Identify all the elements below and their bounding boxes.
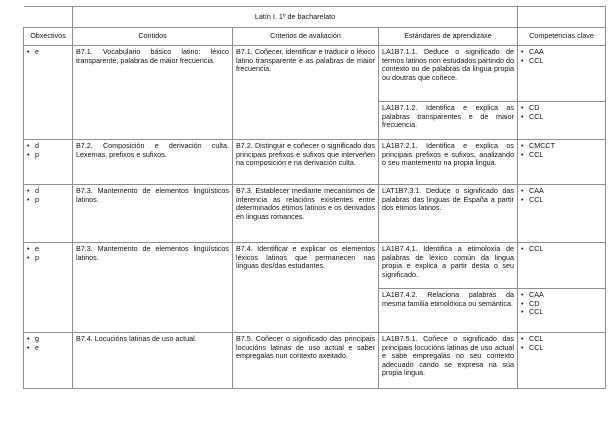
competence-item: • CCL (521, 335, 602, 344)
table-row (24, 185, 606, 243)
objective-item: • g (27, 335, 69, 344)
competence-item: • CMCCT (521, 142, 602, 151)
objective-item: • e (27, 48, 69, 57)
objectives-cell (24, 243, 73, 333)
competence-item: • CAA (521, 187, 602, 196)
competences-cell (518, 102, 606, 140)
competences-cell (518, 140, 606, 185)
title-blank-cell (24, 7, 73, 28)
objective-item: • e (27, 344, 69, 353)
competence-item: • CD (521, 104, 602, 113)
standard-cell: LA1B7.4.2. Relaciona palabras da mesma familia etimolóxica ou semántica. (379, 289, 518, 333)
criterion-cell: B7.5. Coñecer o significado das principais locucións latinas de uso actual e saber empregalas nun contexto axeitado. (233, 333, 379, 389)
competences-cell (518, 185, 606, 243)
competence-item: • CD (521, 300, 602, 309)
competence-item: • CCL (521, 113, 602, 122)
table-row (24, 333, 606, 389)
title-blank-end-cell (518, 7, 606, 28)
content-cell: B7.3. Mantemento de elementos lingüísticos latinos. (73, 243, 233, 333)
competences-cell (518, 46, 606, 102)
competence-item: • CCL (521, 151, 602, 160)
table-row (24, 243, 606, 289)
criterion-cell: B7.1. Coñecer, identificar e traducir o léxico latino transparente e as palabras de maior frecuencia. (233, 46, 379, 140)
content-cell: B7.2. Composición e derivación culta. Lexemas, prefixos e sufixos. (73, 140, 233, 185)
header-objectives: Obxectivos (24, 28, 73, 46)
competence-item: • CAA (521, 291, 602, 300)
objective-item: • d (27, 187, 69, 196)
competences-cell (518, 243, 606, 289)
standard-cell: LA1B7.4.1. Identifica a etimoloxía de palabras de léxico común da lingua propia e explica a partir desta o seu significado. (379, 243, 518, 289)
standard-cell: LA1B7.1.2. Identifica e explica as palabras transparentes e de maior frecuencia. (379, 102, 518, 140)
objectives-cell (24, 333, 73, 389)
table-row (24, 140, 606, 185)
content-cell: B7.1. Vocabulario básico latino: léxico transparente; palabras de maior frecuencia. (73, 46, 233, 140)
table-row (24, 46, 606, 102)
criterion-cell: B7.3. Establecer mediante mecanismos de inferencia as relacións existentes entre determinados étimos latinos e os derivados en linguas romances. (233, 185, 379, 243)
competence-item: • CCL (521, 308, 602, 317)
competences-cell (518, 333, 606, 389)
standard-cell: LAT1B7.3.1. Deduce o significado das palabras das linguas de España a partir dos étimos latinos. (379, 185, 518, 243)
header-row (24, 28, 606, 46)
curriculum-table (23, 6, 606, 389)
criterion-cell: B7.4. Identificar e explicar os elementos léxicos latinos que permanecen nas linguas dos/das estudantes. (233, 243, 379, 333)
objective-item: • p (27, 254, 69, 263)
competence-item: • CCL (521, 245, 602, 254)
header-criteria: Criterios de avaliación (233, 28, 379, 46)
standard-cell: LA1B7.5.1. Coñece o significado das principais locucións latinas de uso actual e sabe empregalas no seu contexto adecuado cando se expresa na súa propia lingua. (379, 333, 518, 389)
objectives-cell (24, 185, 73, 243)
standard-cell: LA1B7.2.1. Identifica e explica os principais prefixos e sufixos, analizando o seu mantemento na propia lingua. (379, 140, 518, 185)
curriculum-document (23, 6, 605, 389)
content-cell: B7.3. Mantemento de elementos lingüísticos latinos. (73, 185, 233, 243)
header-standards: Estándares de aprendizaxe (379, 28, 518, 46)
competence-item: • CCL (521, 344, 602, 353)
criterion-cell: B7.2. Distinguir e coñecer o significado dos principais prefixos e sufixos que interveñen na composición e na derivación culta. (233, 140, 379, 185)
objective-item: • p (27, 196, 69, 205)
header-contents: Contidos (73, 28, 233, 46)
objective-item: • e (27, 245, 69, 254)
standard-cell: LA1B7.1.1. Deduce o significado de termos latinos non estudados partindo do contexto ou de palabras da lingua propia ou doutras que coñece. (379, 46, 518, 102)
competences-cell (518, 289, 606, 333)
header-competences: Competencias clave (518, 28, 606, 46)
competence-item: • CCL (521, 196, 602, 205)
competence-item: • CCL (521, 57, 602, 66)
table-title: Latín I. 1º de bacharelato (73, 7, 518, 28)
objective-item: • d (27, 142, 69, 151)
objectives-cell (24, 140, 73, 185)
table-body (24, 46, 606, 389)
title-row (24, 7, 606, 28)
competence-item: • CAA (521, 48, 602, 57)
content-cell: B7.4. Locucións latinas de uso actual. (73, 333, 233, 389)
objectives-cell (24, 46, 73, 140)
objective-item: • p (27, 151, 69, 160)
